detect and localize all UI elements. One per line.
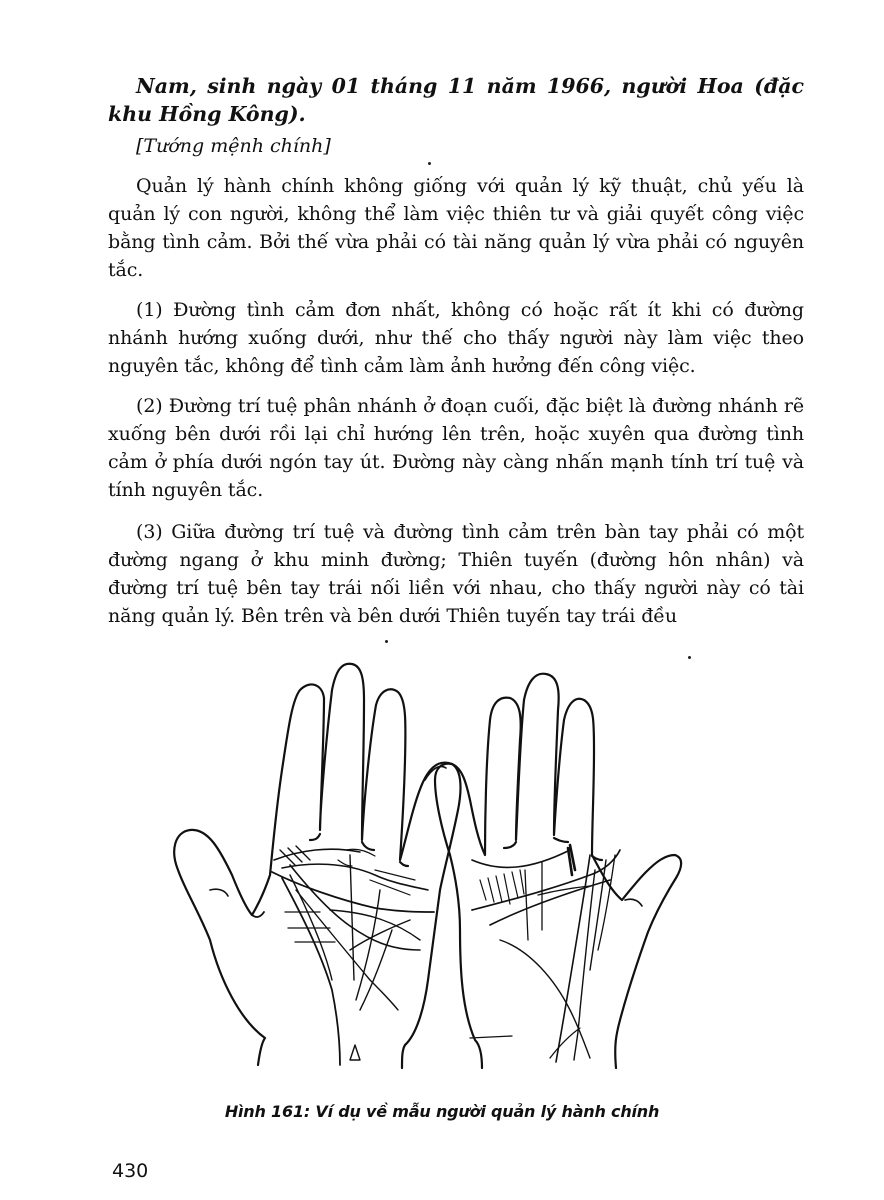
paragraph-point-1: (1) Đường tình cảm đơn nhất, không có hoặc rất ít khi có đường nhánh hướng xuống dưới, như thế cho thấy người này làm việc theo nguyên tắc, không để tình cảm làm ảnh hưởng đến công việc. [108,299,804,377]
paragraph-intro: Quản lý hành chính không giống với quản lý kỹ thuật, chủ yếu là quản lý con người, không thể làm việc thiên tư và giải quyết công việc bằng tình cảm. Bởi thế vừa phải có tài năng quản lý vừa phải có nguyên tắc. [108,175,804,281]
section-label: [Tướng mệnh chính] [136,135,331,157]
right-palm-drawing-icon [425,674,681,1068]
case-heading: Nam, sinh ngày 01 tháng 11 năm 1966, người Hoa (đặc khu Hồng Kông). [108,74,804,126]
print-speck [428,162,431,165]
palm-figure [170,650,740,1090]
paragraph-point-2: (2) Đường trí tuệ phân nhánh ở đoạn cuối, đặc biệt là đường nhánh rẽ xuống bên dưới rồi lại chỉ hướng lên trên, hoặc xuyên qua đường tình cảm ở phía dưới ngón tay út. Đường này càng nhấn mạnh tính trí tuệ và tính nguyên tắc. [108,395,804,501]
page-number: 430 [112,1160,149,1182]
paragraph-point-3: (3) Giữa đường trí tuệ và đường tình cảm trên bàn tay phải có một đường ngang ở khu minh đường; Thiên tuyến (đường hôn nhân) và đường trí tuệ bên tay trái nối liền với nhau, cho thấy người này có tài năng quản lý. Bên trên và bên dưới Thiên tuyến tay trái đều [108,521,804,627]
figure-caption: Hình 161: Ví dụ về mẫu người quản lý hành chính [224,1102,660,1121]
print-speck [385,640,388,643]
left-palm-drawing-icon [174,664,460,1068]
